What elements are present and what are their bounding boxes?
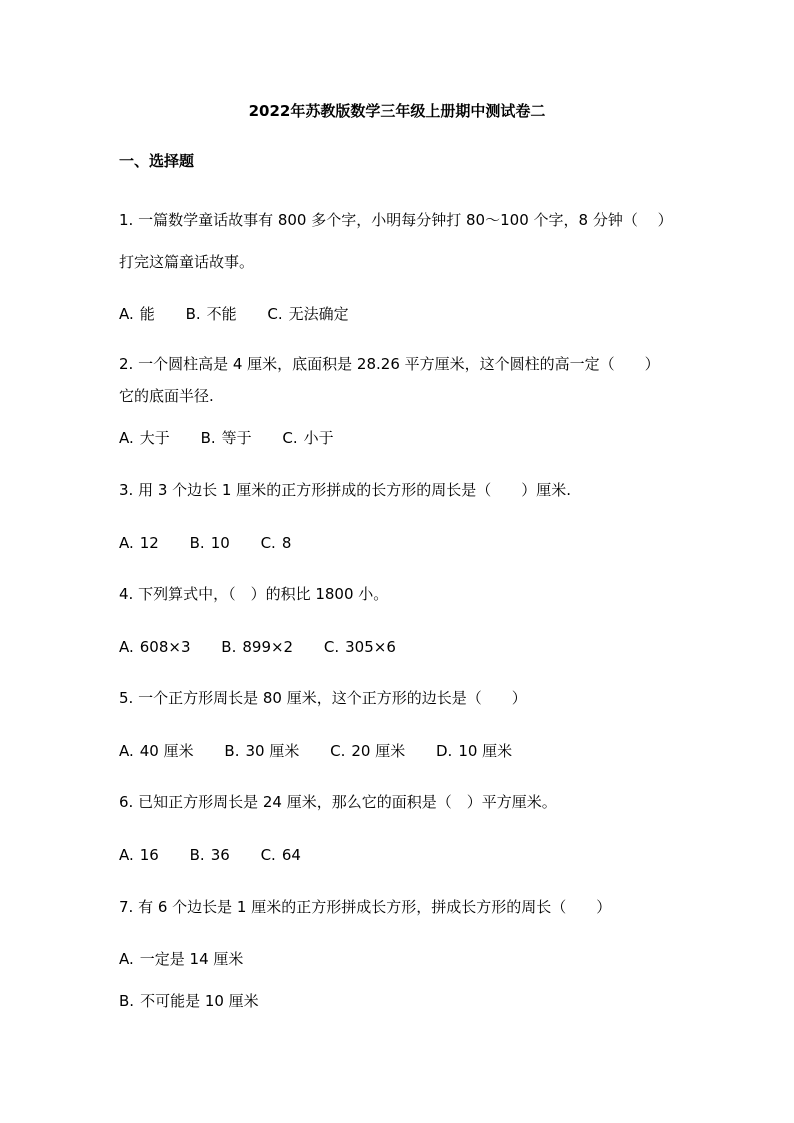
question-6-line-1: 6. 已知正方形周长是 24 厘米，那么它的面积是（ ）平方厘米。: [119, 793, 557, 811]
option-c: C. 无法确定: [267, 305, 349, 323]
option-b: B. 10: [189, 534, 230, 552]
option-b: B. 30 厘米: [224, 742, 300, 760]
question-2-options: [119, 428, 334, 448]
option-c: C. 小于: [282, 429, 334, 447]
option-b: B. 等于: [200, 429, 252, 447]
question-7-line-1: 7. 有 6 个边长是 1 厘米的正方形拼成长方形，拼成长方形的周长（ ）: [119, 898, 612, 916]
option-a: A. 16: [119, 846, 159, 864]
option-d: D. 10 厘米: [436, 742, 513, 760]
section-heading: 一、选择题: [119, 152, 195, 170]
option-c: C. 305×6: [323, 638, 396, 656]
option-a: A. 608×3: [119, 638, 191, 656]
option-b: B. 不能: [185, 305, 237, 323]
question-3-line-1: 3. 用 3 个边长 1 厘米的正方形拼成的长方形的周长是（ ）厘米.: [119, 481, 572, 499]
question-4-options: [119, 637, 396, 657]
option-a: A. 40 厘米: [119, 742, 194, 760]
question-2-line-1: 2. 一个圆柱高是 4 厘米，底面积是 28.26 平方厘米，这个圆柱的高一定（ ）: [119, 355, 660, 373]
question-1-line-1: 1. 一篇数学童话故事有 800 多个字，小明每分钟打 80～100 个字，8 分钟（ ）: [119, 211, 673, 229]
option-a: A. 能: [119, 305, 155, 323]
question-4-line-1: 4. 下列算式中，（ ）的积比 1800 小。: [119, 585, 389, 603]
option-a: A. 大于: [119, 429, 170, 447]
option-b: B. 36: [189, 846, 230, 864]
question-5-line-1: 5. 一个正方形周长是 80 厘米，这个正方形的边长是（ ）: [119, 689, 527, 707]
question-6-options: [119, 845, 301, 865]
question-5-options: [119, 741, 512, 761]
option-a: A. 12: [119, 534, 159, 552]
option-c: C. 20 厘米: [330, 742, 406, 760]
question-1-options: [119, 304, 349, 324]
question-2-line-2: 它的底面半径.: [119, 387, 214, 405]
question-1-line-2: 打完这篇童话故事。: [119, 253, 255, 271]
option-c: C. 8: [260, 534, 292, 552]
question-3-options: [119, 533, 291, 553]
question-7-option-b: B. 不可能是 10 厘米: [119, 992, 259, 1010]
option-b: B. 899×2: [221, 638, 294, 656]
page-title: 2022年苏教版数学三年级上册期中测试卷二: [248, 102, 546, 120]
question-7-option-a: A. 一定是 14 厘米: [119, 950, 244, 968]
option-c: C. 64: [260, 846, 301, 864]
